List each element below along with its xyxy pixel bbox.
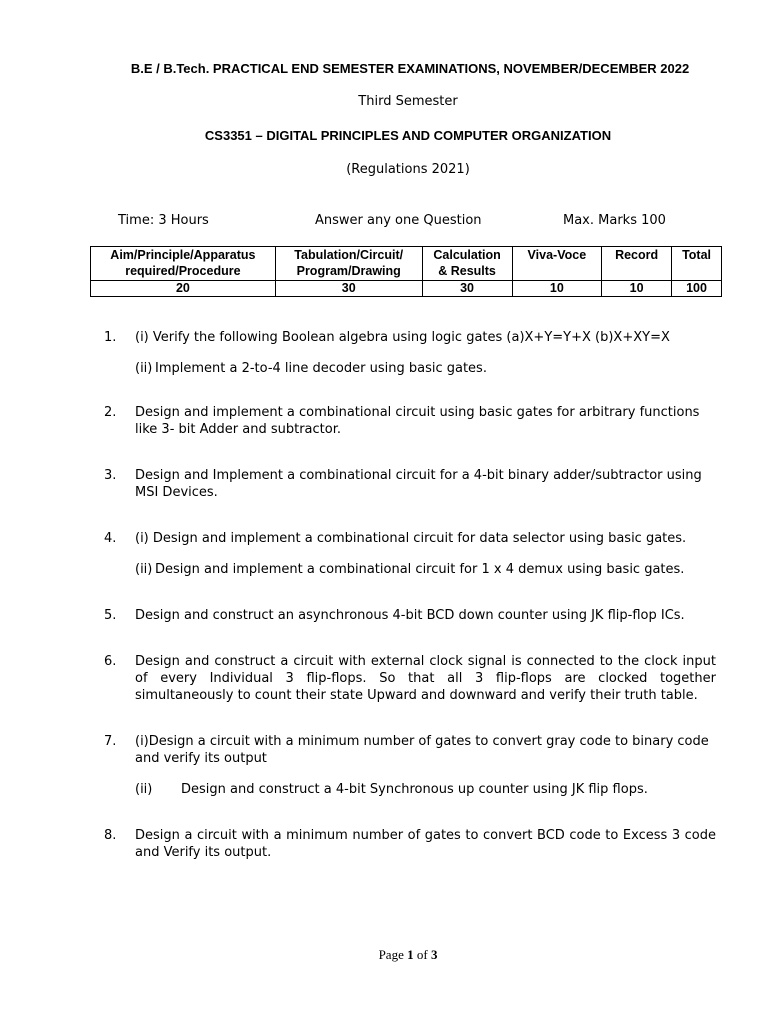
question-number: 8.	[104, 828, 117, 843]
header-viva: Viva-Voce	[512, 247, 602, 281]
question-6	[104, 653, 716, 704]
question-number: 7.	[104, 734, 117, 749]
header-tabulation: Tabulation/Circuit/ Program/Drawing	[275, 247, 422, 281]
current-page-number: 1	[407, 947, 414, 962]
sub-question-number: (ii)	[135, 361, 153, 376]
value-aim: 20	[91, 281, 276, 297]
semester: Third Semester	[358, 94, 458, 109]
page-footer	[0, 947, 768, 963]
question-number: 1.	[104, 330, 117, 345]
question-number: 2.	[104, 405, 117, 420]
header-record: Record	[602, 247, 672, 281]
question-text: Design and construct an asynchronous 4-bit BCD down counter using JK flip-flop ICs.	[135, 608, 685, 623]
value-viva: 10	[512, 281, 602, 297]
exam-duration: Time: 3 Hours	[118, 213, 209, 228]
question-3	[104, 467, 716, 501]
marks-table-header-row	[91, 247, 722, 281]
question-number: 3.	[104, 468, 117, 483]
sub-question-number: (ii)	[135, 562, 153, 577]
question-8	[104, 827, 716, 861]
question-5	[104, 607, 716, 624]
header-total: Total	[672, 247, 722, 281]
question-text: Design and Implement a combinational circuit for a 4-bit binary adder/subtractor using MSI Devices.	[135, 468, 702, 500]
question-7-part-ii	[135, 781, 716, 798]
question-number: 5.	[104, 608, 117, 623]
question-text: Design and implement a combinational circuit using basic gates for arbitrary functions like 3- bit Adder and subtractor.	[135, 405, 700, 437]
page-word: Page	[378, 947, 404, 962]
question-4	[104, 530, 716, 578]
max-marks: Max. Marks 100	[563, 213, 666, 228]
value-calculation: 30	[422, 281, 512, 297]
question-number: 4.	[104, 531, 117, 546]
marks-table-values-row	[91, 281, 722, 297]
question-4-part-ii	[135, 561, 716, 578]
header-calculation: Calculation & Results	[422, 247, 512, 281]
course-title: CS3351 – DIGITAL PRINCIPLES AND COMPUTER ORGANIZATION	[204, 128, 612, 143]
question-text: (i) Verify the following Boolean algebra using logic gates (a)X+Y=Y+X (b)X+XY=X	[135, 330, 670, 345]
question-text: Design and construct a circuit with external clock signal is connected to the clock input of every Individual 3 flip-flops. So that all 3 flip-flops are clocked together simultaneously to count their state Upward and downward and verify their truth table.	[135, 654, 716, 703]
question-text: Design a circuit with a minimum number of gates to convert BCD code to Excess 3 code and Verify its output.	[135, 828, 716, 860]
question-text: (i) Design and implement a combinational circuit for data selector using basic gates.	[135, 531, 687, 546]
question-2	[104, 404, 716, 438]
sub-question-text: Design and implement a combinational circuit for 1 x 4 demux using basic gates.	[155, 562, 685, 577]
total-page-count: 3	[430, 947, 438, 962]
of-word: of	[416, 947, 428, 962]
question-7	[104, 733, 716, 798]
exam-title: B.E / B.Tech. PRACTICAL END SEMESTER EXAMINATIONS, NOVEMBER/DECEMBER 2022	[130, 61, 690, 76]
marks-distribution-table	[90, 246, 722, 297]
value-total: 100	[672, 281, 722, 297]
sub-question-number: (ii)	[135, 782, 153, 797]
value-record: 10	[602, 281, 672, 297]
sub-question-text: Design and construct a 4-bit Synchronous up counter using JK flip flops.	[181, 782, 648, 797]
question-number: 6.	[104, 654, 117, 669]
question-text: (i)Design a circuit with a minimum number of gates to convert gray code to binary code and verify its output	[135, 734, 709, 766]
question-1	[104, 329, 716, 377]
header-aim: Aim/Principle/Apparatus required/Procedure	[91, 247, 276, 281]
sub-question-text: Implement a 2-to-4 line decoder using basic gates.	[155, 361, 487, 376]
question-1-part-ii	[135, 360, 716, 377]
exam-instruction: Answer any one Question	[315, 213, 482, 228]
regulations: (Regulations 2021)	[346, 162, 470, 177]
question-list	[104, 329, 716, 861]
value-tabulation: 30	[275, 281, 422, 297]
